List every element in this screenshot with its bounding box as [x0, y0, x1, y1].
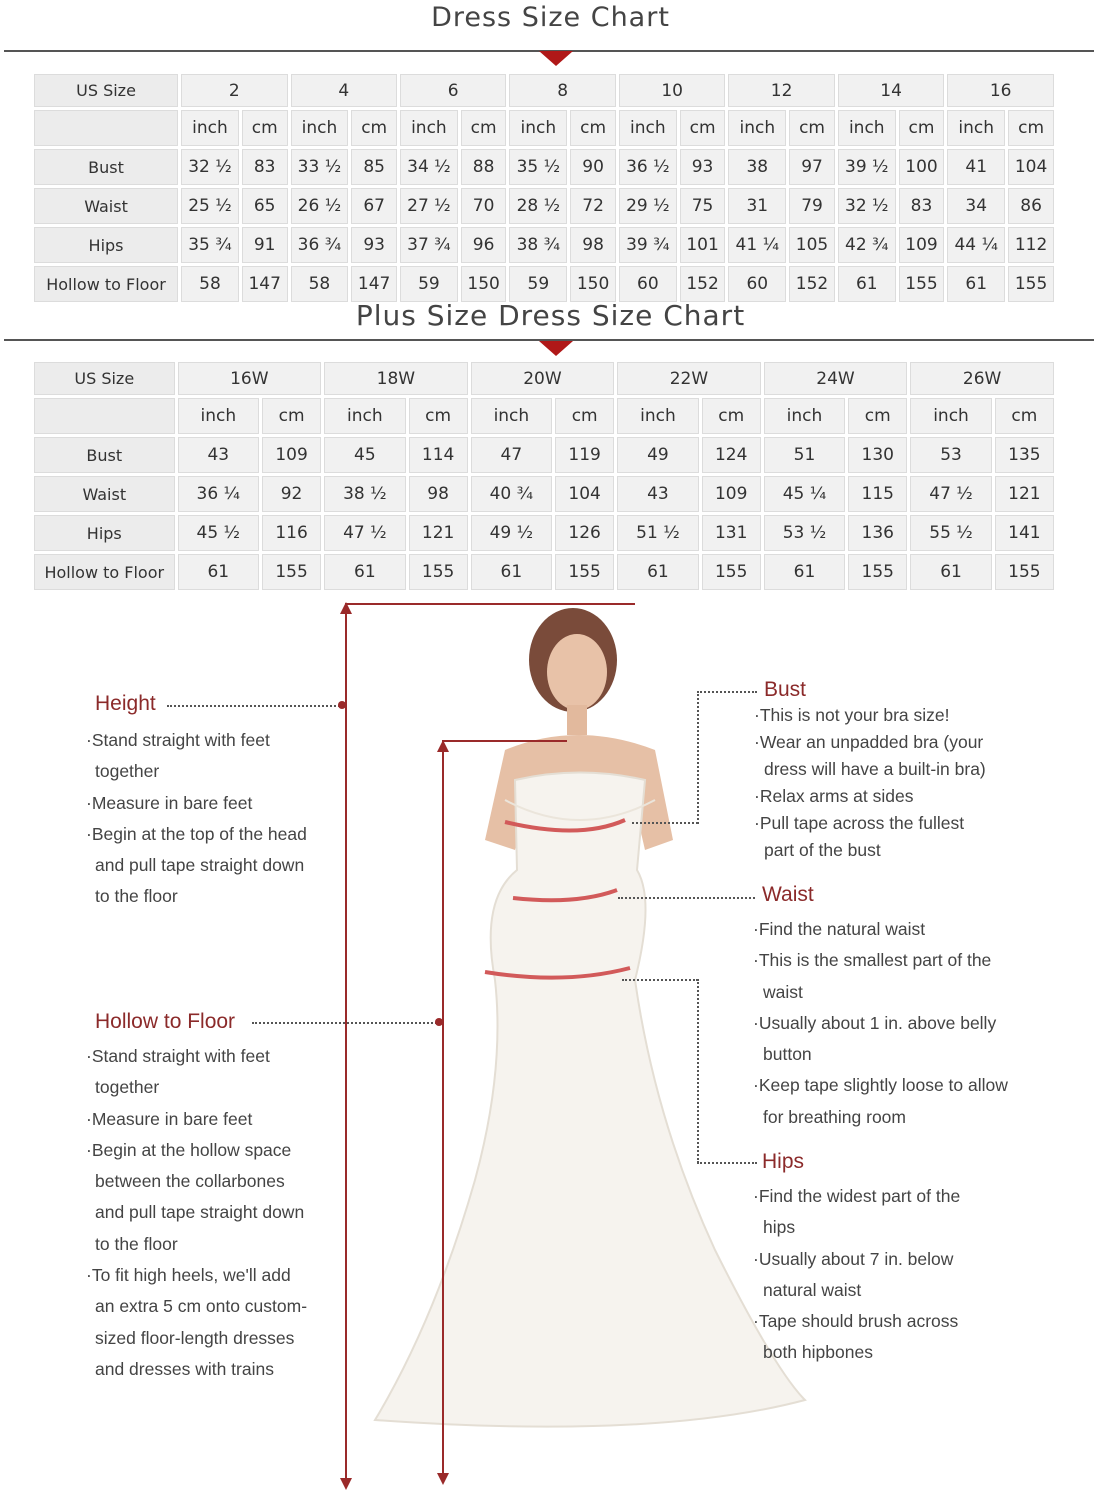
height-leader	[167, 705, 340, 707]
us-size-header: US Size	[34, 74, 178, 107]
bust-heading: Bust	[764, 678, 807, 701]
size-header: 20W	[471, 362, 615, 395]
table-cell: 45 ¼	[764, 476, 845, 512]
instruction-line: an extra 5 cm onto custom-	[95, 1296, 308, 1317]
table-cell: 70	[461, 188, 507, 224]
unit-cm: cm	[461, 110, 507, 146]
table-cell: 90	[570, 149, 616, 185]
table-cell: 105	[789, 227, 835, 263]
table-cell: 43	[617, 476, 698, 512]
row-label: Hips	[34, 515, 175, 551]
face-shape	[547, 634, 607, 710]
instruction-line: hips	[763, 1217, 796, 1238]
table-cell: 55 ½	[910, 515, 991, 551]
instruction-line: ·Begin at the top of the head	[86, 823, 307, 844]
instruction-line: together	[95, 761, 160, 782]
row-label: Bust	[34, 437, 175, 473]
table-cell: 36 ½	[619, 149, 677, 185]
table-cell: 135	[995, 437, 1054, 473]
table-cell: 150	[570, 266, 616, 302]
bust-instructions	[753, 702, 986, 864]
table-cell: 44 ¼	[947, 227, 1005, 263]
chart-title-plus: Plus Size Dress Size Chart	[355, 299, 746, 332]
instruction-line: and pull tape straight down	[95, 1202, 305, 1223]
instruction-line: both hipbones	[763, 1342, 873, 1363]
unit-cm: cm	[995, 398, 1054, 434]
unit-inch: inch	[400, 110, 458, 146]
table-cell: 58	[181, 266, 239, 302]
size-header: 24W	[764, 362, 908, 395]
table-cell: 136	[848, 515, 907, 551]
table-cell: 75	[680, 188, 726, 224]
table-cell: 93	[351, 227, 397, 263]
instruction-line: ·Stand straight with feet	[86, 1046, 270, 1066]
table-cell: 67	[351, 188, 397, 224]
table-cell: 34 ½	[400, 149, 458, 185]
unit-inch: inch	[509, 110, 567, 146]
size-header: 12	[728, 74, 834, 107]
instruction-line: together	[95, 1077, 160, 1098]
table-cell: 155	[409, 554, 468, 590]
hollow-heading: Hollow to Floor	[95, 1010, 236, 1033]
table-cell: 101	[680, 227, 726, 263]
table-row	[34, 149, 1054, 185]
table-cell: 104	[555, 476, 614, 512]
instruction-line: waist	[763, 981, 803, 1002]
table-cell: 79	[789, 188, 835, 224]
instruction-line: to the floor	[95, 1233, 178, 1254]
unit-cm: cm	[899, 110, 945, 146]
row-label: Waist	[34, 188, 178, 224]
table-cell: 26 ½	[291, 188, 349, 224]
unit-inch: inch	[178, 398, 259, 434]
table-cell: 31	[728, 188, 786, 224]
size-header: 10	[619, 74, 725, 107]
height-heading: Height	[95, 692, 156, 715]
table-cell: 59	[509, 266, 567, 302]
table-cell: 93	[680, 149, 726, 185]
table-cell: 61	[947, 266, 1005, 302]
instruction-line: ·Stand straight with feet	[86, 730, 270, 750]
hollow-top-line	[442, 740, 567, 742]
table-cell: 119	[555, 437, 614, 473]
table-cell: 88	[461, 149, 507, 185]
table-row	[34, 515, 1054, 551]
instruction-line: ·Usually about 7 in. below	[753, 1248, 954, 1269]
unit-cm: cm	[789, 110, 835, 146]
hips-instructions	[752, 1181, 960, 1369]
unit-cm: cm	[242, 110, 288, 146]
unit-label-empty	[34, 110, 178, 146]
table-cell: 83	[899, 188, 945, 224]
size-header: 22W	[617, 362, 761, 395]
table-cell: 32 ½	[181, 149, 239, 185]
gown-shape	[375, 773, 805, 1427]
table-cell: 109	[262, 437, 321, 473]
unit-cm: cm	[680, 110, 726, 146]
instruction-line: ·Find the widest part of the	[753, 1186, 961, 1206]
table-row	[34, 554, 1054, 590]
table-cell: 155	[848, 554, 907, 590]
table-cell: 98	[409, 476, 468, 512]
bust-leader-top	[697, 691, 757, 693]
table-cell: 97	[789, 149, 835, 185]
table-cell: 126	[555, 515, 614, 551]
table-cell: 104	[1008, 149, 1054, 185]
size-header: 4	[291, 74, 397, 107]
row-label: Waist	[34, 476, 175, 512]
table-row	[34, 266, 1054, 302]
table-cell: 47	[471, 437, 552, 473]
table-cell: 49	[617, 437, 698, 473]
size-header: 6	[400, 74, 506, 107]
bust-leader-vertical	[697, 691, 699, 824]
size-header: 14	[838, 74, 944, 107]
table-cell: 72	[570, 188, 616, 224]
instruction-line: between the collarbones	[95, 1171, 285, 1192]
table-cell: 51 ½	[617, 515, 698, 551]
instruction-line: sized floor-length dresses	[95, 1327, 295, 1348]
unit-inch: inch	[838, 110, 896, 146]
table-cell: 114	[409, 437, 468, 473]
hips-leader-top	[622, 979, 698, 981]
instruction-line: ·Relax arms at sides	[754, 786, 914, 806]
instruction-line: ·Measure in bare feet	[86, 792, 253, 813]
table-cell: 53	[910, 437, 991, 473]
row-label: Hollow to Floor	[34, 266, 178, 302]
neck-shape	[567, 705, 587, 735]
unit-inch: inch	[947, 110, 1005, 146]
table-cell: 61	[617, 554, 698, 590]
table-cell: 112	[1008, 227, 1054, 263]
table-cell: 36 ¼	[178, 476, 259, 512]
instruction-line: ·Usually about 1 in. above belly	[753, 1012, 997, 1033]
table-cell: 85	[351, 149, 397, 185]
table-cell: 39 ¾	[619, 227, 677, 263]
chart-title: Dress Size Chart	[431, 2, 670, 33]
hollow-leader-knob	[435, 1018, 443, 1026]
table-cell: 53 ½	[764, 515, 845, 551]
hollow-leader	[252, 1022, 437, 1024]
instruction-line: ·This is not your bra size!	[754, 705, 950, 725]
table-cell: 40 ¾	[471, 476, 552, 512]
size-header: 8	[509, 74, 615, 107]
table-cell: 100	[899, 149, 945, 185]
instruction-line: ·To fit high heels, we'll add	[86, 1265, 291, 1286]
table-cell: 155	[899, 266, 945, 302]
table-cell: 124	[702, 437, 761, 473]
unit-label-empty	[34, 398, 175, 434]
table-cell: 37 ¾	[400, 227, 458, 263]
instruction-line: button	[763, 1044, 812, 1065]
hollow-measure-line	[442, 750, 444, 1475]
unit-inch: inch	[324, 398, 405, 434]
table-cell: 45	[324, 437, 405, 473]
hips-leader-bottom	[697, 1162, 757, 1164]
table-cell: 131	[702, 515, 761, 551]
unit-inch: inch	[910, 398, 991, 434]
height-measure-line	[345, 612, 347, 1482]
size-header: 16W	[178, 362, 322, 395]
table-cell: 92	[262, 476, 321, 512]
table-cell: 130	[848, 437, 907, 473]
us-size-header: US Size	[34, 362, 175, 395]
table-cell: 58	[291, 266, 349, 302]
arrow-down-icon	[340, 1478, 352, 1490]
table-row	[34, 437, 1054, 473]
instruction-line: ·Measure in bare feet	[86, 1108, 253, 1129]
unit-cm: cm	[702, 398, 761, 434]
arrow-down-icon	[437, 1473, 449, 1485]
divider-marker	[539, 51, 573, 66]
table-cell: 45 ½	[178, 515, 259, 551]
table-cell: 35 ¾	[181, 227, 239, 263]
hips-leader-vertical	[697, 979, 699, 1163]
table-cell: 155	[995, 554, 1054, 590]
unit-inch: inch	[181, 110, 239, 146]
table-cell: 91	[242, 227, 288, 263]
table-cell: 47 ½	[910, 476, 991, 512]
size-header: 2	[181, 74, 287, 107]
instruction-line: dress will have a built-in bra)	[764, 759, 986, 779]
size-table	[31, 71, 1057, 305]
table-cell: 61	[764, 554, 845, 590]
table-cell: 115	[848, 476, 907, 512]
table-cell: 34	[947, 188, 1005, 224]
table-cell: 32 ½	[838, 188, 896, 224]
instruction-line: and dresses with trains	[95, 1358, 274, 1379]
hollow-instructions	[85, 1041, 307, 1385]
table-cell: 121	[409, 515, 468, 551]
table-cell: 147	[242, 266, 288, 302]
height-leader-knob	[338, 701, 346, 709]
unit-inch: inch	[764, 398, 845, 434]
table-cell: 155	[262, 554, 321, 590]
unit-cm: cm	[409, 398, 468, 434]
unit-cm: cm	[262, 398, 321, 434]
size-header: 18W	[324, 362, 468, 395]
table-cell: 36 ¾	[291, 227, 349, 263]
table-cell: 152	[789, 266, 835, 302]
table-cell: 60	[728, 266, 786, 302]
table-cell: 42 ¾	[838, 227, 896, 263]
instruction-line: natural waist	[763, 1279, 862, 1300]
unit-inch: inch	[728, 110, 786, 146]
table-cell: 25 ½	[181, 188, 239, 224]
instruction-line: and pull tape straight down	[95, 855, 305, 876]
instruction-line: for breathing room	[763, 1106, 906, 1127]
table-cell: 43	[178, 437, 259, 473]
instruction-line: ·Find the natural waist	[753, 919, 926, 939]
instruction-line: ·Begin at the hollow space	[86, 1139, 292, 1160]
table-cell: 150	[461, 266, 507, 302]
row-label: Bust	[34, 149, 178, 185]
table-row	[34, 188, 1054, 224]
unit-inch: inch	[471, 398, 552, 434]
table-cell: 51	[764, 437, 845, 473]
table-cell: 61	[324, 554, 405, 590]
table-cell: 49 ½	[471, 515, 552, 551]
table-cell: 59	[400, 266, 458, 302]
table-cell: 155	[1008, 266, 1054, 302]
table-cell: 152	[680, 266, 726, 302]
table-cell: 29 ½	[619, 188, 677, 224]
table-cell: 33 ½	[291, 149, 349, 185]
table-cell: 35 ½	[509, 149, 567, 185]
table-cell: 27 ½	[400, 188, 458, 224]
table-cell: 61	[910, 554, 991, 590]
height-instructions	[85, 725, 307, 913]
table-cell: 109	[899, 227, 945, 263]
row-label: Hollow to Floor	[34, 554, 175, 590]
table-cell: 61	[178, 554, 259, 590]
table-cell: 96	[461, 227, 507, 263]
table-cell: 141	[995, 515, 1054, 551]
table-cell: 61	[471, 554, 552, 590]
table-cell: 38 ½	[324, 476, 405, 512]
table-cell: 116	[262, 515, 321, 551]
instruction-line: ·Pull tape across the fullest	[754, 813, 965, 833]
table-cell: 65	[242, 188, 288, 224]
table-cell: 60	[619, 266, 677, 302]
instruction-line: ·Tape should brush across	[753, 1311, 959, 1332]
height-top-line	[345, 603, 635, 605]
table-cell: 155	[555, 554, 614, 590]
bust-leader-bottom	[632, 822, 698, 824]
size-header: 16	[947, 74, 1054, 107]
table-cell: 41	[947, 149, 1005, 185]
instruction-line: part of the bust	[764, 840, 881, 860]
plus-size-table	[31, 359, 1057, 593]
table-cell: 86	[1008, 188, 1054, 224]
unit-cm: cm	[1008, 110, 1054, 146]
unit-cm: cm	[570, 110, 616, 146]
table-row	[34, 227, 1054, 263]
divider-marker	[539, 341, 573, 356]
table-cell: 83	[242, 149, 288, 185]
waist-heading: Waist	[762, 883, 814, 906]
unit-cm: cm	[848, 398, 907, 434]
unit-cm: cm	[351, 110, 397, 146]
table-cell: 121	[995, 476, 1054, 512]
waist-leader	[618, 897, 755, 899]
table-cell: 61	[838, 266, 896, 302]
table-cell: 47 ½	[324, 515, 405, 551]
unit-inch: inch	[617, 398, 698, 434]
table-cell: 38	[728, 149, 786, 185]
instruction-line: ·This is the smallest part of the	[753, 950, 992, 971]
instruction-line: ·Wear an unpadded bra (your	[754, 732, 984, 752]
size-header: 26W	[910, 362, 1054, 395]
table-cell: 38 ¾	[509, 227, 567, 263]
table-cell: 109	[702, 476, 761, 512]
waist-instructions	[752, 914, 1008, 1133]
unit-inch: inch	[619, 110, 677, 146]
table-cell: 155	[702, 554, 761, 590]
row-label: Hips	[34, 227, 178, 263]
table-cell: 28 ½	[509, 188, 567, 224]
unit-inch: inch	[291, 110, 349, 146]
table-cell: 41 ¼	[728, 227, 786, 263]
table-row	[34, 476, 1054, 512]
table-cell: 98	[570, 227, 616, 263]
table-cell: 147	[351, 266, 397, 302]
unit-cm: cm	[555, 398, 614, 434]
table-cell: 39 ½	[838, 149, 896, 185]
hips-heading: Hips	[762, 1150, 805, 1173]
instruction-line: ·Keep tape slightly loose to allow	[753, 1075, 1008, 1096]
instruction-line: to the floor	[95, 886, 178, 907]
